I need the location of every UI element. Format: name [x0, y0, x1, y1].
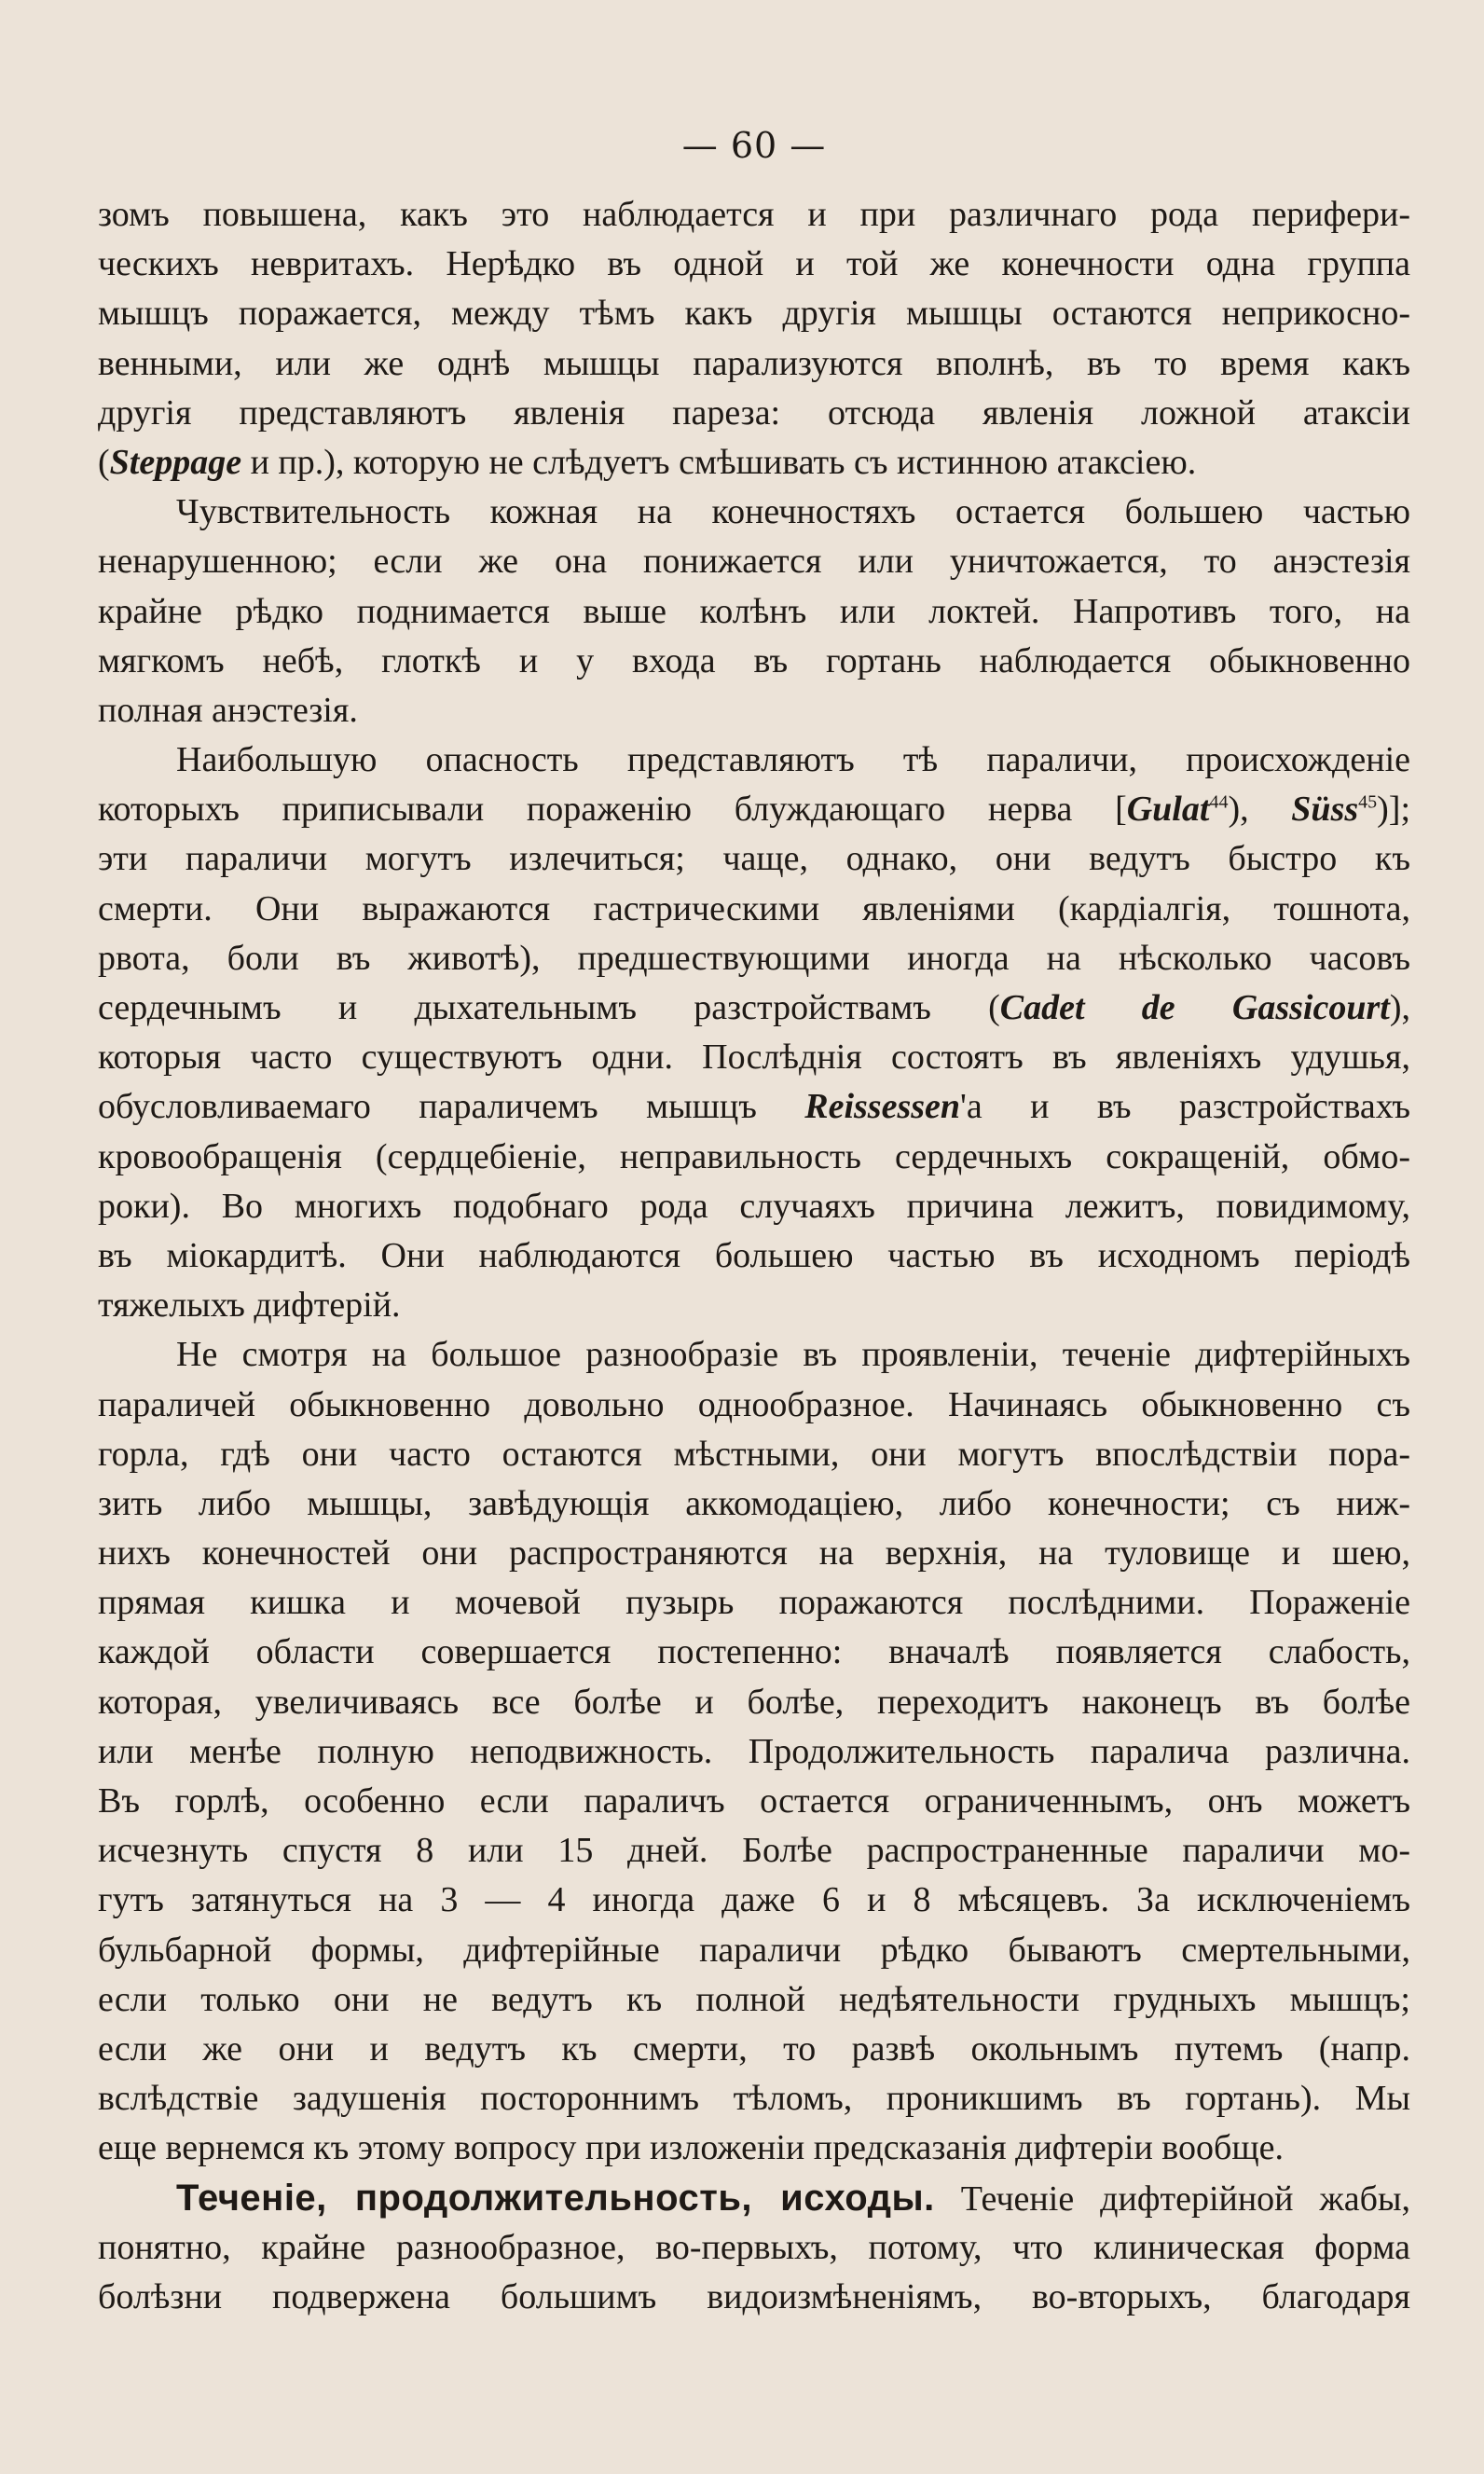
text-line: которыя часто существуютъ одни. Послѣднія состоятъ въ явленіяхъ удушья,: [98, 1038, 1410, 1078]
text-line: ненарушенною; если же она понижается или уничтожается, то анэстезія: [98, 542, 1410, 582]
text-span: сердечнымъ и дыхательнымъ разстройствамъ (: [98, 988, 1000, 1027]
text-line: въ міокардитѣ. Они наблюдаются большею частью въ исходномъ періодѣ: [98, 1235, 1410, 1275]
text-body: [98, 190, 1410, 2322]
cited-term: Steppage: [109, 442, 242, 482]
cited-author: Gulat: [1126, 790, 1210, 830]
text-line: [98, 785, 1410, 834]
text-line: зить либо мышцы, завѣдующія аккомодаціею, либо конечности; съ ниж-: [98, 1483, 1410, 1523]
text-span: ),: [1389, 988, 1410, 1027]
text-line: кровообращенія (сердцебіеніе, неправильность сердечныхъ сокращеній, обмо-: [98, 1136, 1410, 1176]
text-span: Теченіе дифтерійной жабы,: [934, 2178, 1410, 2219]
cited-author: Cadet de Gassicourt: [999, 988, 1390, 1027]
text-line: бульбарной формы, дифтерійные параличи рѣдко бываютъ смертельными,: [98, 1930, 1410, 1970]
footnote-ref: 44: [1209, 791, 1229, 813]
text-line: крайне рѣдко поднимается выше колѣнъ или локтей. Напротивъ того, на: [98, 591, 1410, 631]
text-line: или менѣе полную неподвижность. Продолжительность паралича различна.: [98, 1731, 1410, 1771]
text-line: понятно, крайне разнообразное, во-первыхъ, потому, что клиническая форма: [98, 2227, 1410, 2267]
text-line: которая, увеличиваясь все болѣе и болѣе, переходитъ наконецъ въ болѣе: [98, 1682, 1410, 1722]
document-page: [98, 119, 1410, 2450]
text-span: 'а и въ разстройствахъ: [960, 1087, 1410, 1127]
text-line: еще вернемся къ этому вопросу при изложеніи предсказанія дифтеріи вообще.: [98, 2128, 1284, 2168]
text-line: нихъ конечностей они распространяются на верхнія, на туловище и шею,: [98, 1533, 1410, 1574]
cited-author: Reissessen: [804, 1087, 961, 1127]
text-span: ),: [1228, 790, 1292, 830]
text-line: прямая кишка и мочевой пузырь поражаются послѣдними. Пораженіе: [98, 1583, 1410, 1623]
text-line: болѣзни подвержена большимъ видоизмѣненіямъ, во-вторыхъ, благодаря: [98, 2276, 1410, 2316]
paragraph-first-line: Не смотря на большое разнообразіе въ проявленіи, теченіе дифтерійныхъ: [176, 1335, 1410, 1375]
page-number: — 60 —: [681, 125, 827, 166]
section-heading-line: [98, 2174, 1410, 2223]
cited-author: Süss: [1291, 790, 1359, 830]
text-line: горла, гдѣ они часто остаются мѣстными, они могутъ впослѣдствіи пора-: [98, 1434, 1410, 1474]
text-line: если только они не ведутъ къ полной недѣятельности грудныхъ мышцъ;: [98, 1979, 1410, 2019]
text-line: эти параличи могутъ излечиться; чаще, однако, они ведутъ быстро къ: [98, 839, 1410, 879]
text-line: вслѣдствіе задушенія постороннимъ тѣломъ, проникшимъ въ гортань). Мы: [98, 2079, 1410, 2119]
text-span: )];: [1377, 790, 1410, 830]
paragraph-first-line: Наибольшую опасность представляютъ тѣ параличи, происхожденіе: [176, 740, 1410, 780]
text-line: рвота, боли въ животѣ), предшествующими иногда на нѣсколько часовъ: [98, 938, 1410, 978]
section-heading: Теченіе, продолжительность, исходы.: [176, 2177, 935, 2219]
text-line: исчезнуть спустя 8 или 15 дней. Болѣе распространенные параличи мо-: [98, 1831, 1410, 1871]
text-line: тяжелыхъ дифтерій.: [98, 1285, 401, 1326]
text-line: полная анэстезія.: [98, 690, 358, 730]
text-line: каждой области совершается постепенно: вначалѣ появляется слабость,: [98, 1632, 1410, 1672]
footnote-ref: 45: [1358, 791, 1378, 813]
text-line: параличей обыкновенно довольно однообразное. Начинаясь обыкновенно съ: [98, 1384, 1410, 1424]
text-line: если же они и ведутъ къ смерти, то развѣ окольнымъ путемъ (напр.: [98, 2028, 1410, 2069]
text-span: обусловливаемаго параличемъ мышцъ: [98, 1087, 805, 1127]
text-span: которыхъ приписывали пораженію блуждающаго нерва [: [98, 790, 1127, 830]
text-line: смерти. Они выражаются гастрическими явленіями (кардіалгія, тошнота,: [98, 888, 1410, 928]
text-line: зомъ повышена, какъ это наблюдается и при различнаго рода перифери-: [98, 195, 1410, 234]
paragraph-first-line: Чувствительность кожная на конечностяхъ остается большею частью: [176, 492, 1410, 532]
text-line: [98, 983, 1410, 1033]
text-line: гутъ затянуться на 3 — 4 иногда даже 6 и 8 мѣсяцевъ. За исключеніемъ: [98, 1880, 1410, 1920]
text-line: ческихъ невритахъ. Нерѣдко въ одной и той же конечности одна группа: [98, 244, 1410, 284]
text-line: мягкомъ небѣ, глоткѣ и у входа въ гортань наблюдается обыкновенно: [98, 640, 1410, 680]
text-line: [98, 1082, 1410, 1132]
text-span: (: [98, 442, 110, 482]
text-line: [98, 438, 1410, 488]
text-line: Въ горлѣ, особенно если параличъ остается ограниченнымъ, онъ можетъ: [98, 1781, 1410, 1821]
text-line: венными, или же однѣ мышцы парализуются вполнѣ, въ то время какъ: [98, 343, 1410, 383]
text-line: мышцъ поражается, между тѣмъ какъ другія мышцы остаются неприкосно-: [98, 294, 1410, 334]
text-line: другія представляютъ явленія пареза: отсюда явленія ложной атаксіи: [98, 392, 1410, 433]
text-line: роки). Во многихъ подобнаго рода случаяхъ причина лежитъ, повидимому,: [98, 1186, 1410, 1226]
text-span: и пр.), которую не слѣдуетъ смѣшивать съ истинною атаксіею.: [241, 442, 1197, 482]
